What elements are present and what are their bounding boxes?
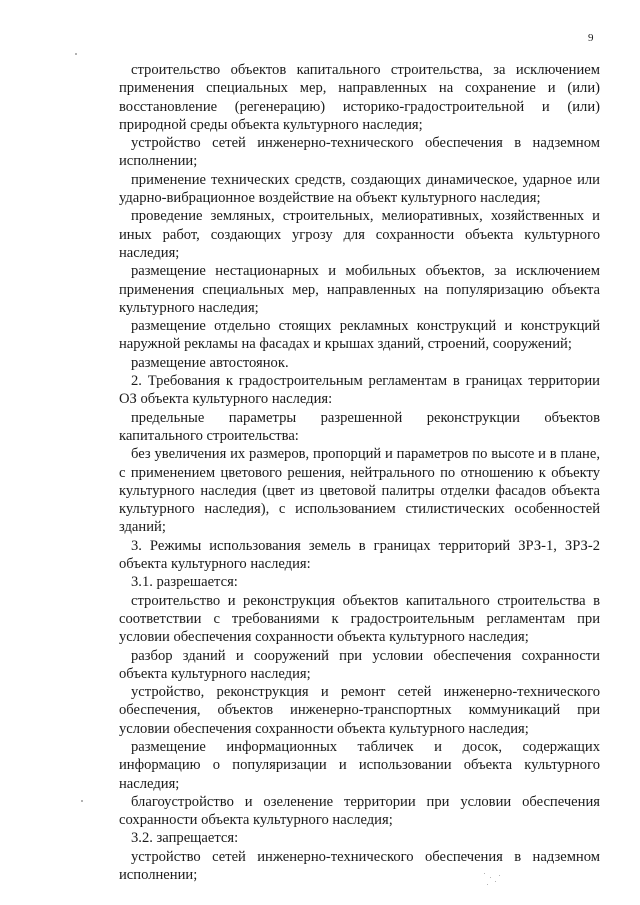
paragraph: размещение информационных табличек и досок, содержащих информацию о популяризации и использовании объекта культурного наследия; [119,738,600,792]
paragraph: устройство, реконструкция и ремонт сетей инженерно-технического обеспечения, объектов инженерно-транспортных коммуникаций при условии обеспечения сохранности объекта культурного наследия; [119,684,600,737]
paragraph: устройство сетей инженерно-технического обеспечения в надземном исполнении; [119,135,600,170]
paragraph: устройство сетей инженерно-технического обеспечения в надземном исполнении; [119,848,600,884]
paragraph: размещение нестационарных и мобильных объектов, за исключением применения специальных мер, направленных на популяризацию объекта культурного наследия; [119,263,600,316]
section-heading: 2. Требования к градостроительным регламентам в границах территории ОЗ объекта культурного наследия: [119,373,600,408]
paragraph: размещение автостоянок. [131,354,289,371]
section-heading: 3. Режимы использования земель в границах территорий ЗРЗ-1, ЗРЗ-2 объекта культурного наследия: [119,537,600,573]
subsection-heading: 3.1. разрешается: [131,574,238,591]
page-number: 9 [588,32,594,44]
subsection-heading: 3.2. запрещается: [131,830,239,847]
paragraph: предельные параметры разрешенной реконструкции объектов капитального строительства: [119,409,600,444]
paragraph: благоустройство и озеленение территории при условии обеспечения сохранности объекта культурного наследия; [119,793,600,829]
body-text [119,61,600,884]
paragraph: разбор зданий и сооружений при условии обеспечения сохранности объекта культурного наследия; [119,647,600,682]
scan-speck [484,873,485,874]
paragraph: размещение отдельно стоящих рекламных конструкций и конструкций наружной рекламы на фасадах и крышах зданий, строений, сооружений; [119,318,600,353]
paragraph: без увеличения их размеров, пропорций и параметров по высоте и в плане, с применением цветового решения, нейтрального по отношению к объекту культурного наследия (цвет из цветовой палитры отделки фасадов объекта культурного наследия), с использованием стилистических особенностей зданий; [119,446,600,536]
scan-speck [495,881,496,882]
scan-speck [499,875,500,876]
paragraph: строительство и реконструкция объектов капитального строительства в соответствии с требованиями к градостроительным регламентам при условии обеспечения сохранности объекта культурного наследия; [119,592,600,646]
paragraph: применение технических средств, создающих динамическое, ударное или ударно-вибрационное воздействие на объект культурного наследия; [119,171,600,207]
paragraph: проведение земляных, строительных, мелиоративных, хозяйственных и иных работ, создающих угрозу для сохранности объекта культурного наследия; [119,208,600,261]
scan-speck [81,800,83,802]
scan-speck [487,884,488,885]
scan-speck [490,877,491,878]
scan-speck [75,53,77,55]
paragraph: строительство объектов капитального строительства, за исключением применения специальных мер, направленных на сохранение и (или) восстановление (регенерацию) историко-градостроительной и (или) природной среды объекта культурного наследия; [119,62,600,133]
